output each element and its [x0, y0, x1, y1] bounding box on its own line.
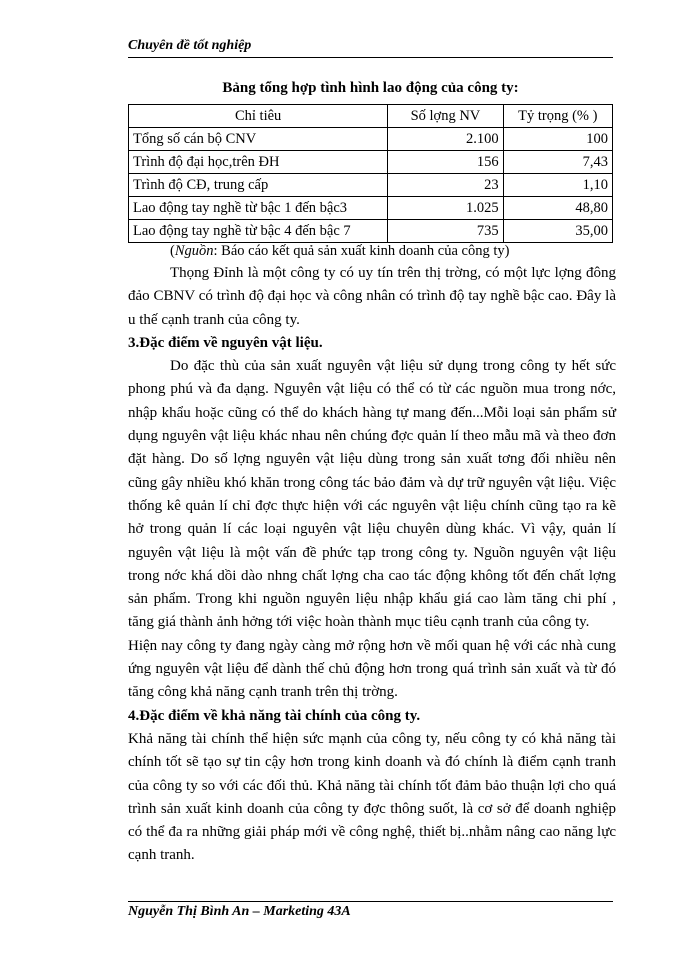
- table-row: [129, 174, 613, 197]
- table-row: [129, 151, 613, 174]
- table-header-row: [129, 105, 613, 128]
- col-header-staff-count: Số lợng NV: [388, 105, 503, 128]
- paragraph-finance: Khả năng tài chính thể hiện sức mạnh của công ty, nếu công ty có khả năng tài chính tốt sẽ tạo sự tin cậy hơn trong kinh doanh và đó chính là điểm cạnh tranh của công ty so với các đối thủ. Khả năng tài chính tốt đảm bảo thuận lợi cho quá trình sản xuất kinh doanh của công ty đợc thông suốt, là cơ sở để doanh nghiệp có thể đa ra những giải pháp mới về công nghệ, thiết bị..nhằm nâng cao năng lực cạnh tranh.: [128, 730, 616, 864]
- source-text: : Báo cáo kết quả sản xuất kinh doanh của công ty): [213, 243, 510, 259]
- table-title: Bảng tổng hợp tình hình lao động của công ty:: [222, 80, 519, 96]
- section-heading-materials: 3.Đặc điểm về nguyên vật liệu.: [128, 334, 323, 351]
- paragraph-workforce: Thọng Đỉnh là một công ty có uy tín trên thị trờng, có một lực lợng đông đảo CBNV có trình độ đại học và công nhân có trình độ tay nghề bậc cao. Đây là u thế cạnh tranh của công ty.: [128, 265, 616, 328]
- row-label: Tổng số cán bộ CNV: [129, 128, 388, 151]
- row-count: 156: [388, 151, 503, 174]
- page-header: Chuyên đề tốt nghiệp: [128, 38, 252, 53]
- table-row: [129, 128, 613, 151]
- table-source: (Nguồn: Báo cáo kết quả sản xuất kinh doanh của công ty): [170, 243, 510, 259]
- row-label: Lao động tay nghề từ bậc 1 đến bậc3: [129, 197, 388, 220]
- table-row: [129, 197, 613, 220]
- col-header-indicator: Chỉ tiêu: [129, 105, 388, 128]
- page-footer: Nguyễn Thị Bình An – Marketing 43A: [128, 904, 351, 919]
- row-share: 1,10: [503, 174, 612, 197]
- footer-rule: [128, 901, 613, 902]
- body-text: [128, 262, 616, 868]
- row-count: 1.025: [388, 197, 503, 220]
- table-row: [129, 220, 613, 243]
- row-label: Lao động tay nghề từ bậc 4 đến bậc 7: [129, 220, 388, 243]
- row-count: 735: [388, 220, 503, 243]
- row-count: 2.100: [388, 128, 503, 151]
- row-share: 48,80: [503, 197, 612, 220]
- row-share: 7,43: [503, 151, 612, 174]
- row-label: Trình độ CĐ, trung cấp: [129, 174, 388, 197]
- header-rule: [128, 57, 613, 58]
- paragraph-materials: Do đặc thù của sản xuất nguyên vật liệu sử dụng trong công ty hết sức phong phú và đa dạng. Nguyên vật liệu có thể có từ các nguồn mua trong nớc, nhập khẩu hoặc cũng có thể do khách hàng tự mang đến...Mỗi loại sản phẩm sử dụng nguyên vật liệu khác nhau nên chúng đợc quản lí theo mẫu mã và theo đơn đặt hàng. Do số lợng nguyên vật liệu dùng trong sản xuất tơng đối nhiều nên cũng gây nhiều khó khăn trong công tác bảo đảm và dự trữ nguyên vật liệu. Việc thống kê quản lí chỉ đợc thực hiện với các nguyên vật liệu chính cũng tạo ra kẽ hở trong quản lí các loại nguyên vật liệu chuyên dùng khác. Vì vậy, quản lí nguyên vật liệu là một vấn đề phức tạp trong công ty. Nguồn nguyên vật liệu trong nớc khá dồi dào nhng chất lợng cha cao tác động không tốt đến chất lợng sản phẩm. Trong khi nguồn nguyên liệu nhập khẩu giá cao làm tăng chi phí , tăng giá thành ảnh hởng tới việc hoàn thành mục tiêu cạnh tranh của công ty.: [128, 358, 616, 631]
- paragraph-suppliers: Hiện nay công ty đang ngày càng mở rộng hơn về mối quan hệ với các nhà cung ứng nguyên vật liệu để dành thế chủ động hơn trong quá trình sản xuất và từ đó tăng công khả năng cạnh tranh trên thị trờng.: [128, 637, 616, 701]
- row-share: 100: [503, 128, 612, 151]
- source-label: Nguồn: [174, 243, 214, 259]
- row-label: Trình độ đại học,trên ĐH: [129, 151, 388, 174]
- section-heading-finance: 4.Đặc điểm về khả năng tài chính của công ty.: [128, 707, 421, 724]
- labor-table: [128, 104, 613, 243]
- row-count: 23: [388, 174, 503, 197]
- row-share: 35,00: [503, 220, 612, 243]
- col-header-share: Tỷ trọng (% ): [503, 105, 612, 128]
